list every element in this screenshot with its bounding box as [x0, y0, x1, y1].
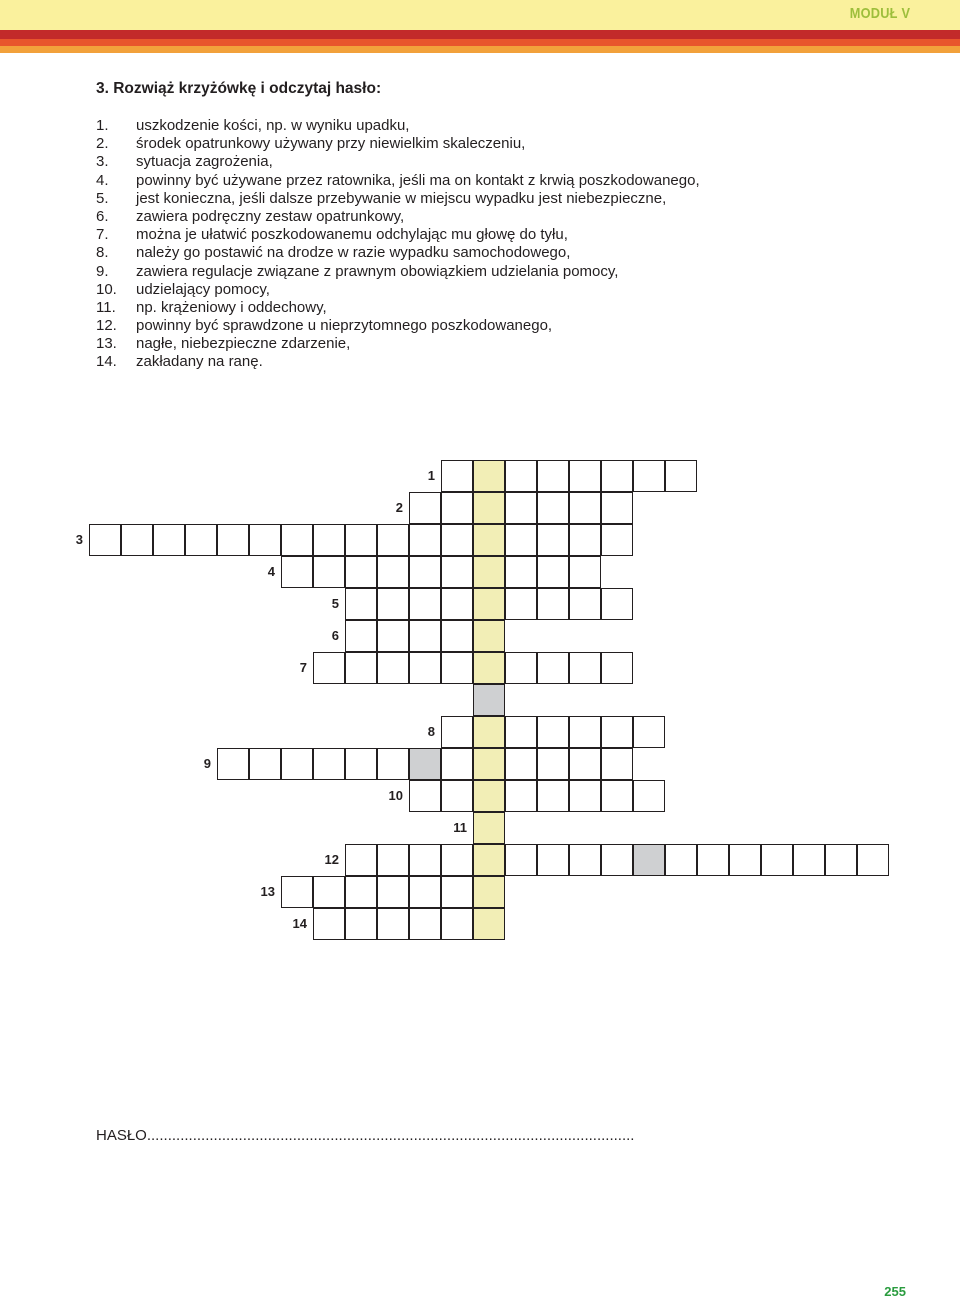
crossword-cell[interactable] [345, 620, 377, 652]
crossword-cell[interactable] [345, 844, 377, 876]
crossword-cell[interactable] [537, 844, 569, 876]
crossword-cell[interactable] [377, 524, 409, 556]
crossword-cell[interactable] [505, 492, 537, 524]
clue-text: np. krążeniowy i oddechowy, [136, 298, 327, 316]
clue-number: 2. [96, 135, 109, 153]
crossword-cell[interactable] [601, 524, 633, 556]
row-number-label: 5 [331, 596, 339, 611]
crossword-cell[interactable] [505, 716, 537, 748]
clue-number: 13. [96, 335, 117, 353]
password-cell[interactable] [473, 460, 505, 492]
crossword-cell[interactable] [569, 588, 601, 620]
crossword-cell[interactable] [409, 556, 441, 588]
crossword-cell[interactable] [697, 844, 729, 876]
crossword-cell[interactable] [345, 876, 377, 908]
crossword-cell[interactable] [569, 524, 601, 556]
password-cell[interactable] [473, 844, 505, 876]
crossword-cell[interactable] [569, 844, 601, 876]
crossword-cell[interactable] [601, 780, 633, 812]
crossword-cell[interactable] [409, 748, 441, 780]
password-cell[interactable] [473, 748, 505, 780]
clue-number: 14. [96, 353, 117, 371]
clue-number: 6. [96, 207, 109, 225]
crossword-cell[interactable] [601, 588, 633, 620]
row-number-label: 1 [427, 468, 435, 483]
header-band [0, 0, 960, 30]
crossword-cell[interactable] [185, 524, 217, 556]
crossword-cell[interactable] [345, 908, 377, 940]
row-number-label: 11 [453, 820, 467, 835]
crossword-cell[interactable] [153, 524, 185, 556]
crossword-cell[interactable] [409, 908, 441, 940]
crossword-cell[interactable] [409, 620, 441, 652]
crossword-cell[interactable] [345, 652, 377, 684]
crossword-cell[interactable] [537, 780, 569, 812]
crossword-cell[interactable] [345, 524, 377, 556]
crossword-cell[interactable] [249, 748, 281, 780]
password-cell[interactable] [473, 524, 505, 556]
crossword-cell[interactable] [313, 652, 345, 684]
crossword-cell[interactable] [441, 492, 473, 524]
crossword-cell[interactable] [601, 460, 633, 492]
row-number-label: 8 [427, 724, 435, 739]
page-number: 255 [884, 1284, 906, 1299]
crossword-cell[interactable] [569, 780, 601, 812]
crossword-cell[interactable] [505, 524, 537, 556]
header-stripe-orange [0, 39, 960, 46]
password-cell[interactable] [473, 876, 505, 908]
password-cell[interactable] [473, 908, 505, 940]
clue-text: zawiera podręczny zestaw opatrunkowy, [136, 207, 405, 225]
crossword-cell[interactable] [377, 556, 409, 588]
crossword-cell[interactable] [601, 652, 633, 684]
clue-text: udzielający pomocy, [136, 280, 270, 298]
crossword-cell[interactable] [409, 652, 441, 684]
crossword-cell[interactable] [633, 780, 665, 812]
crossword-cell[interactable] [537, 492, 569, 524]
row-number-label: 13 [260, 884, 275, 899]
crossword-cell[interactable] [217, 524, 249, 556]
crossword-cell[interactable] [537, 524, 569, 556]
crossword-cell[interactable] [281, 524, 313, 556]
header-stripe-red [0, 30, 960, 39]
header-stripe-amber [0, 46, 960, 53]
crossword-cell[interactable] [505, 748, 537, 780]
crossword-cell[interactable] [601, 844, 633, 876]
clue-text: powinny być sprawdzone u nieprzytomnego poszkodowanego, [136, 317, 553, 335]
task-title: 3. Rozwiąż krzyżówkę i odczytaj hasło: [96, 80, 382, 97]
clue-text: zakładany na ranę. [136, 353, 263, 371]
crossword-cell[interactable] [409, 524, 441, 556]
crossword-cell[interactable] [569, 716, 601, 748]
clue-number: 12. [96, 317, 117, 335]
row-number-label: 14 [292, 916, 307, 931]
clue-number: 10. [96, 280, 117, 298]
crossword-cell[interactable] [345, 748, 377, 780]
crossword-cell[interactable] [601, 748, 633, 780]
crossword-cell[interactable] [217, 748, 249, 780]
password-cell[interactable] [473, 716, 505, 748]
crossword-cell[interactable] [313, 876, 345, 908]
clue-number: 11. [96, 298, 116, 316]
crossword-cell[interactable] [409, 876, 441, 908]
crossword-cell[interactable] [313, 524, 345, 556]
crossword-cell[interactable] [441, 556, 473, 588]
password-cell[interactable] [473, 652, 505, 684]
password-line[interactable]: HASŁO..................................................................................................................... [96, 1127, 635, 1144]
clue-text: powinny być używane przez ratownika, jeśli ma on kontakt z krwią poszkodowanego, [136, 171, 700, 189]
row-number-label: 9 [203, 756, 211, 771]
clue-text: można je ułatwić poszkodowanemu odchylając mu głowę do tyłu, [136, 226, 568, 244]
row-number-label: 3 [75, 532, 83, 547]
crossword-cell[interactable] [409, 780, 441, 812]
crossword-cell[interactable] [761, 844, 793, 876]
crossword-cell[interactable] [729, 844, 761, 876]
clue-text: nagłe, niebezpieczne zdarzenie, [136, 335, 351, 353]
crossword-cell[interactable] [441, 620, 473, 652]
row-number-label: 10 [388, 788, 403, 803]
crossword-cell[interactable] [345, 588, 377, 620]
crossword-cell[interactable] [377, 876, 409, 908]
row-number-label: 2 [395, 500, 403, 515]
crossword-cell[interactable] [281, 876, 313, 908]
clue-number: 9. [96, 262, 109, 280]
clue-number: 4. [96, 171, 109, 189]
row-number-label: 12 [324, 852, 339, 867]
crossword-cell[interactable] [441, 844, 473, 876]
crossword-cell[interactable] [441, 716, 473, 748]
crossword-cell[interactable] [313, 748, 345, 780]
crossword-cell[interactable] [313, 556, 345, 588]
row-number-label: 4 [267, 564, 275, 579]
crossword-cell[interactable] [601, 716, 633, 748]
crossword-cell[interactable] [281, 556, 313, 588]
clue-text: zawiera regulacje związane z prawnym obowiązkiem udzielania pomocy, [136, 262, 619, 280]
module-label: MODUŁ V [849, 5, 910, 22]
clue-number: 3. [96, 153, 109, 171]
crossword-cell[interactable] [441, 908, 473, 940]
password-cell[interactable] [473, 556, 505, 588]
crossword-cell[interactable] [505, 588, 537, 620]
crossword-cell[interactable] [793, 844, 825, 876]
crossword-cell[interactable] [537, 716, 569, 748]
crossword-cell[interactable] [505, 460, 537, 492]
crossword-cell[interactable] [665, 844, 697, 876]
crossword-cell[interactable] [665, 460, 697, 492]
crossword-cell[interactable] [537, 588, 569, 620]
crossword-cell[interactable] [537, 556, 569, 588]
crossword-cell[interactable] [601, 492, 633, 524]
crossword-cell[interactable] [409, 588, 441, 620]
crossword-cell[interactable] [857, 844, 889, 876]
crossword-cell[interactable] [313, 908, 345, 940]
crossword-cell[interactable] [441, 524, 473, 556]
clue-number: 1. [96, 117, 109, 134]
clue-number: 5. [96, 189, 109, 207]
crossword-cell[interactable] [377, 588, 409, 620]
crossword-cell[interactable] [409, 844, 441, 876]
password-cell[interactable] [473, 620, 505, 652]
crossword-cell[interactable] [633, 716, 665, 748]
clue-text: uszkodzenie kości, np. w wyniku upadku, [136, 117, 410, 134]
crossword-cell[interactable] [441, 780, 473, 812]
crossword-cell[interactable] [441, 588, 473, 620]
password-cell[interactable] [473, 780, 505, 812]
crossword-cell[interactable] [377, 748, 409, 780]
crossword-cell[interactable] [249, 524, 281, 556]
crossword-cell[interactable] [281, 748, 313, 780]
crossword-cell[interactable] [633, 460, 665, 492]
crossword-cell[interactable] [569, 652, 601, 684]
crossword-cell[interactable] [441, 652, 473, 684]
crossword-cell[interactable] [825, 844, 857, 876]
crossword-cell[interactable] [345, 556, 377, 588]
clue-number: 7. [96, 226, 109, 244]
password-cell[interactable] [473, 684, 505, 716]
clue-number: 8. [96, 244, 109, 262]
clue-text: sytuacja zagrożenia, [136, 153, 273, 171]
crossword-cell[interactable] [537, 748, 569, 780]
crossword-cell[interactable] [537, 460, 569, 492]
crossword-cell[interactable] [377, 652, 409, 684]
row-number-label: 6 [331, 628, 339, 643]
crossword-cell[interactable] [377, 844, 409, 876]
crossword-cell[interactable] [89, 524, 121, 556]
crossword-cell[interactable] [569, 556, 601, 588]
crossword-cell[interactable] [505, 652, 537, 684]
password-cell[interactable] [473, 588, 505, 620]
crossword-cell[interactable] [537, 652, 569, 684]
crossword-cell[interactable] [441, 460, 473, 492]
crossword-cell[interactable] [569, 748, 601, 780]
crossword-cell[interactable] [441, 748, 473, 780]
password-cell[interactable] [473, 812, 505, 844]
crossword-cell[interactable] [633, 844, 665, 876]
crossword-cell[interactable] [505, 844, 537, 876]
clue-text: środek opatrunkowy używany przy niewielkim skaleczeniu, [136, 135, 526, 153]
clue-text: należy go postawić na drodze w razie wypadku samochodowego, [136, 244, 571, 262]
crossword-cell[interactable] [505, 780, 537, 812]
crossword-cell[interactable] [569, 492, 601, 524]
crossword-cell[interactable] [505, 556, 537, 588]
clue-text: jest konieczna, jeśli dalsze przebywanie w miejscu wypadku jest niebezpieczne, [136, 189, 667, 207]
crossword-cell[interactable] [409, 492, 441, 524]
crossword-cell[interactable] [121, 524, 153, 556]
crossword-cell[interactable] [377, 908, 409, 940]
crossword-cell[interactable] [441, 876, 473, 908]
crossword-cell[interactable] [569, 460, 601, 492]
crossword-cell[interactable] [377, 620, 409, 652]
password-cell[interactable] [473, 492, 505, 524]
row-number-label: 7 [299, 660, 307, 675]
